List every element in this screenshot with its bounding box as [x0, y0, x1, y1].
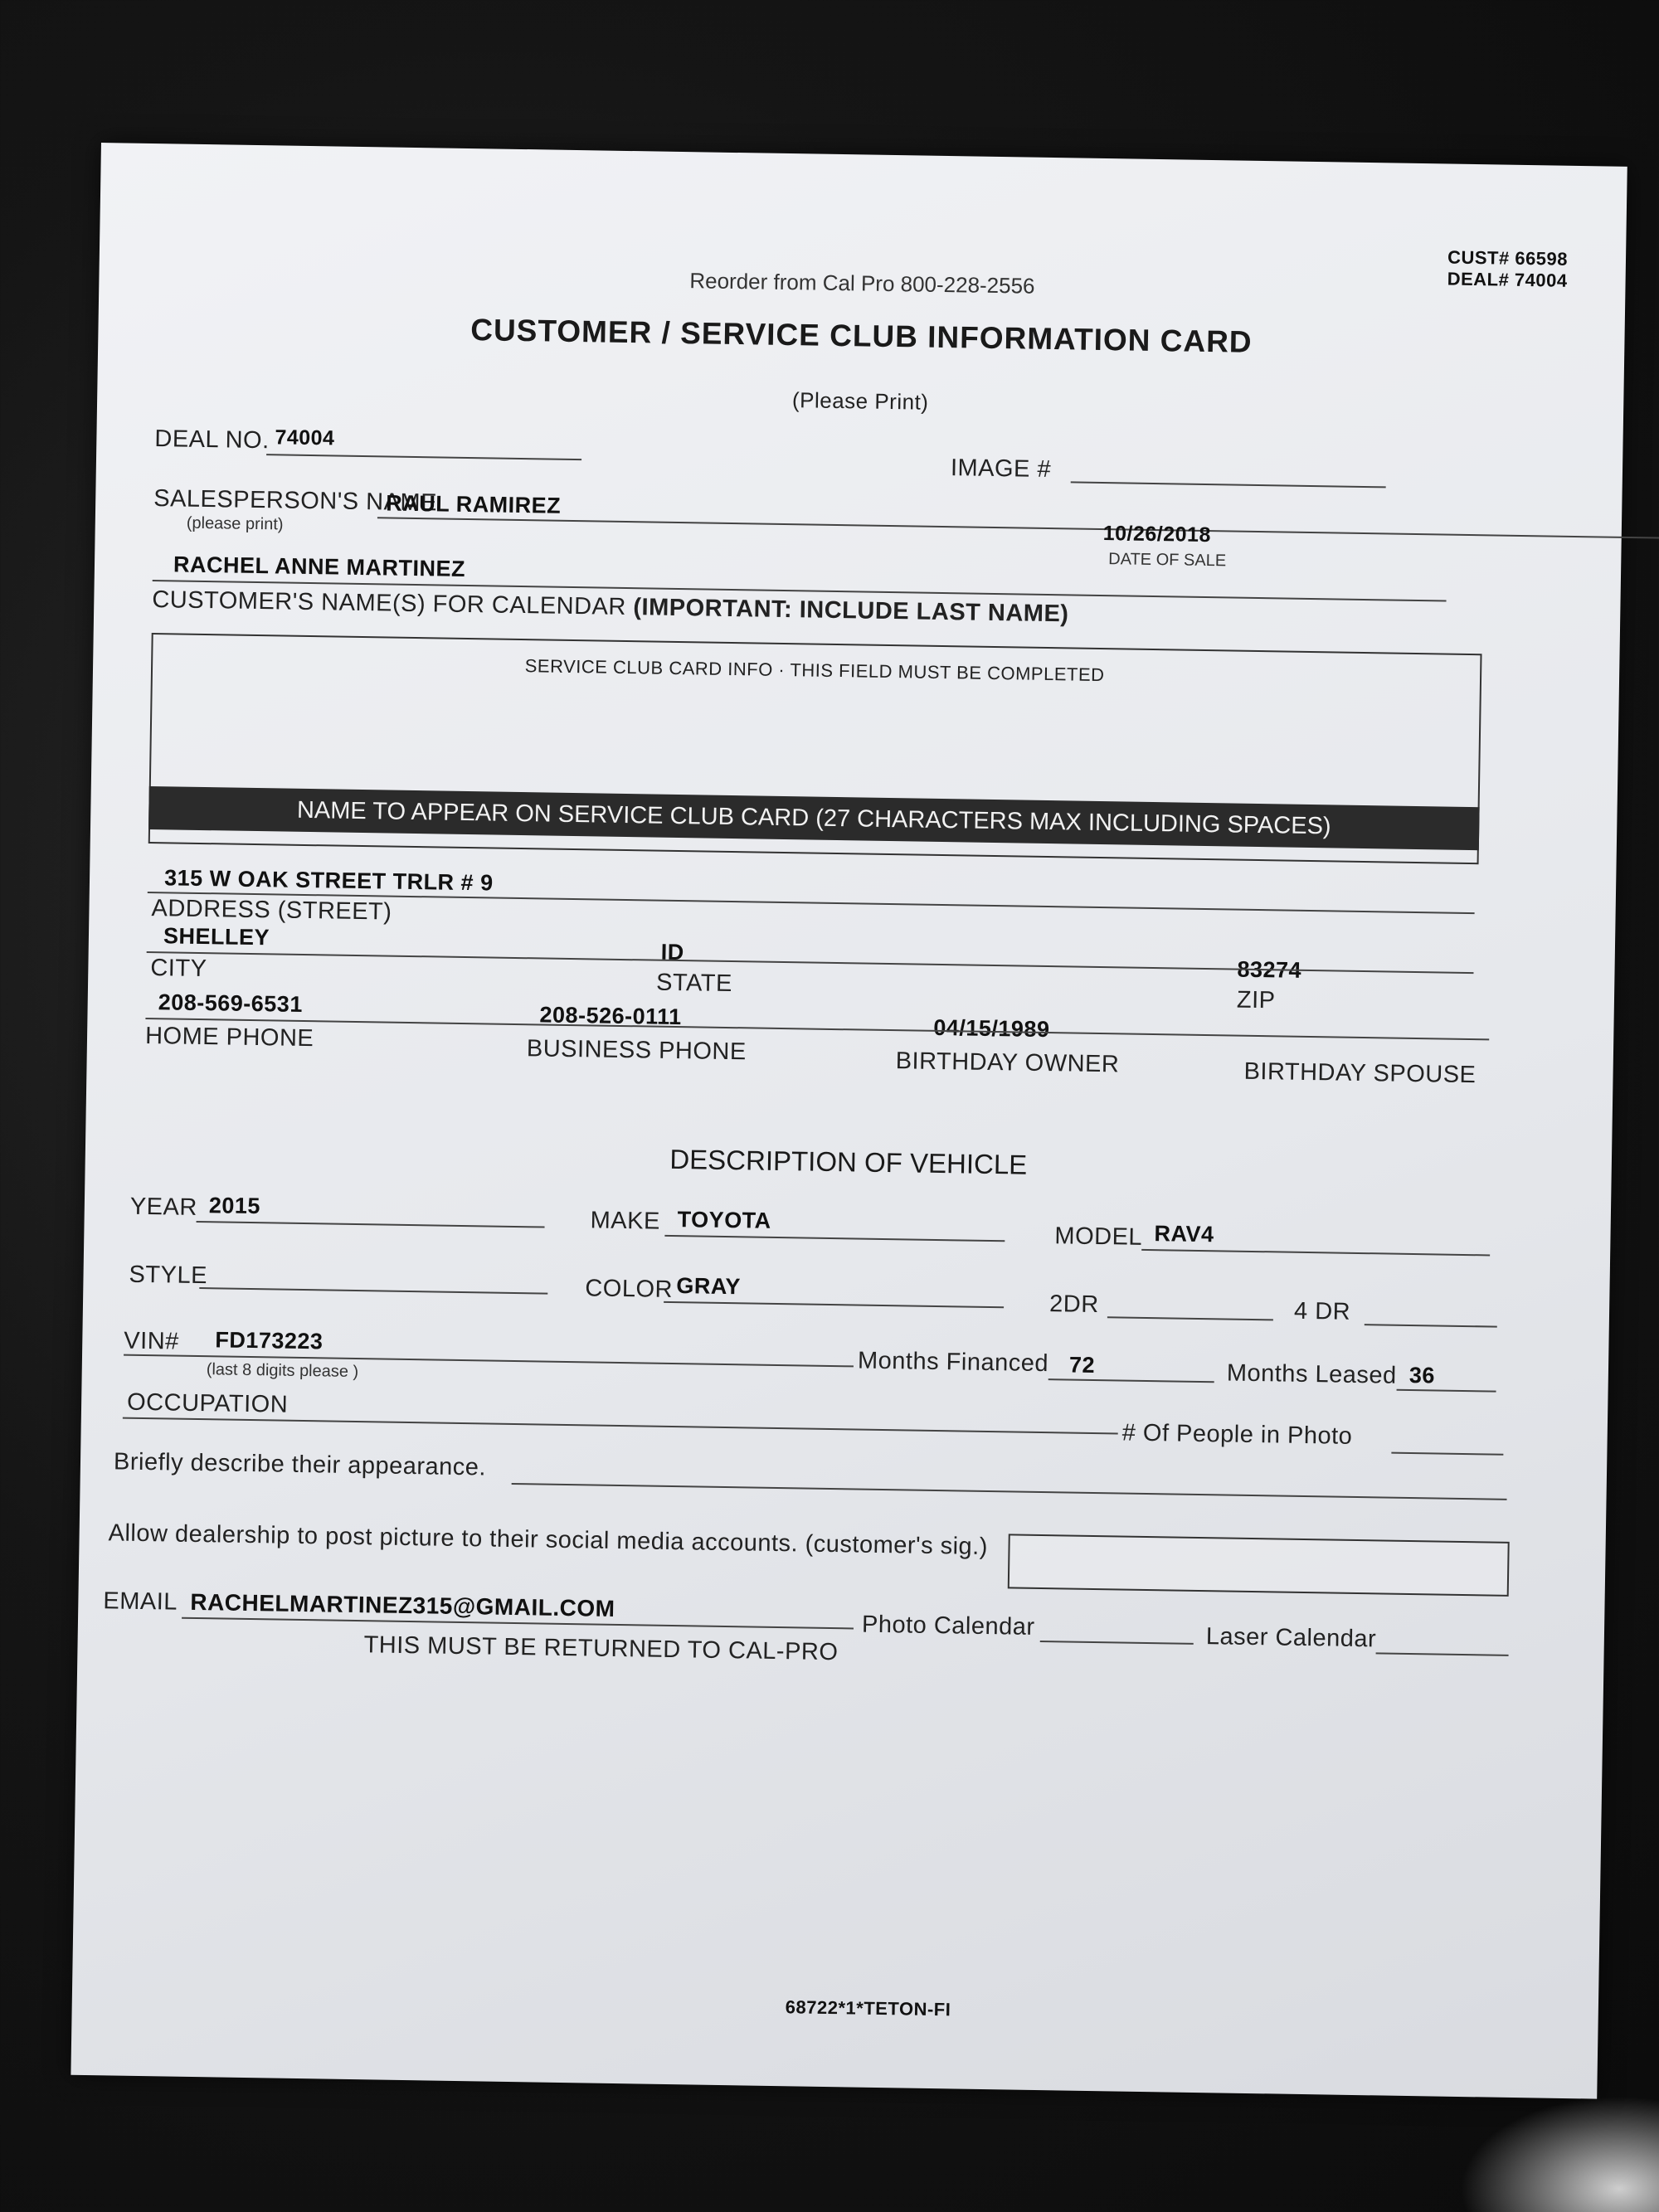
people-in-photo-line[interactable] — [1391, 1452, 1503, 1456]
color-value[interactable]: GRAY — [676, 1273, 742, 1300]
service-club-name-bar: NAME TO APPEAR ON SERVICE CLUB CARD (27 CHARACTERS MAX INCLUDING SPACES) — [148, 786, 1480, 850]
email-value[interactable]: RACHELMARTINEZ315@GMAIL.COM — [190, 1588, 615, 1621]
make-line — [664, 1235, 1005, 1242]
birthday-owner-value[interactable]: 04/15/1989 — [933, 1014, 1050, 1043]
four-door-label: 4 DR — [1293, 1297, 1351, 1325]
year-value[interactable]: 2015 — [208, 1193, 261, 1219]
year-label: YEAR — [129, 1193, 198, 1221]
two-door-line[interactable] — [1107, 1316, 1273, 1320]
months-financed-line — [1048, 1378, 1214, 1383]
address-label: ADDRESS (STREET) — [151, 895, 392, 926]
occupation-label: OCCUPATION — [126, 1388, 289, 1418]
form-title: CUSTOMER / SERVICE CLUB INFORMATION CARD — [469, 313, 1253, 359]
salesperson-sublabel: (please print) — [186, 513, 284, 534]
months-financed-value[interactable]: 72 — [1068, 1352, 1096, 1378]
photo-calendar-label: Photo Calendar — [861, 1611, 1035, 1641]
laser-calendar-line[interactable] — [1376, 1652, 1509, 1656]
social-media-label: Allow dealership to post picture to their social media accounts. (customer's sig.) — [108, 1519, 989, 1560]
please-print-note: (Please Print) — [791, 387, 929, 415]
occupation-line[interactable] — [123, 1417, 1118, 1435]
color-line — [664, 1301, 1004, 1308]
months-leased-label: Months Leased — [1226, 1359, 1397, 1389]
vin-note: (last 8 digits please ) — [206, 1360, 359, 1382]
two-door-label: 2DR — [1048, 1291, 1099, 1319]
photo-calendar-line[interactable] — [1040, 1641, 1194, 1645]
style-line — [199, 1287, 547, 1295]
salesperson-line — [377, 517, 1659, 539]
phone-birthday-line — [145, 1018, 1489, 1040]
date-of-sale-value[interactable]: 10/26/2018 — [1102, 522, 1212, 547]
footer-code: 68722*1*TETON-FI — [785, 1996, 951, 2020]
salesperson-value[interactable]: RAUL RAMIREZ — [385, 490, 562, 518]
model-line — [1141, 1249, 1490, 1257]
customer-name-important: (IMPORTANT: INCLUDE LAST NAME) — [633, 594, 1069, 628]
address-value[interactable]: 315 W OAK STREET TRLR # 9 — [163, 865, 494, 896]
birthday-owner-label: BIRTHDAY OWNER — [895, 1048, 1120, 1078]
business-phone-value[interactable]: 208-526-0111 — [539, 1002, 682, 1030]
make-value[interactable]: TOYOTA — [677, 1207, 771, 1233]
deal-no-value[interactable]: 74004 — [275, 425, 335, 450]
home-phone-value[interactable]: 208-569-6531 — [158, 989, 304, 1017]
state-value[interactable]: ID — [660, 939, 684, 965]
vehicle-heading: DESCRIPTION OF VEHICLE — [669, 1143, 1028, 1180]
salesperson-label: SALESPERSON'S NAME — [153, 485, 438, 517]
birthday-spouse-label: BIRTHDAY SPOUSE — [1243, 1057, 1477, 1089]
months-financed-label: Months Financed — [857, 1347, 1049, 1378]
appearance-line[interactable] — [512, 1483, 1507, 1500]
year-line — [197, 1221, 545, 1228]
light-glare — [1460, 2096, 1659, 2212]
home-phone-label: HOME PHONE — [144, 1022, 314, 1053]
form-sheet — [71, 143, 1627, 2099]
return-note: THIS MUST BE RETURNED TO CAL-PRO — [363, 1631, 839, 1666]
vin-label: VIN# — [124, 1327, 180, 1355]
color-label: COLOR — [585, 1275, 674, 1303]
zip-label: ZIP — [1236, 986, 1276, 1014]
months-leased-value[interactable]: 36 — [1408, 1362, 1436, 1388]
zip-value[interactable]: 83274 — [1237, 956, 1302, 983]
customer-number: CUST# 66598 — [1447, 246, 1569, 270]
deal-no-label: DEAL NO. — [154, 425, 270, 455]
vin-value[interactable]: FD173223 — [215, 1327, 324, 1354]
style-label: STYLE — [129, 1261, 208, 1290]
deal-number: DEAL# 74004 — [1447, 268, 1568, 291]
email-label: EMAIL — [103, 1587, 178, 1616]
model-value[interactable]: RAV4 — [1154, 1221, 1214, 1247]
customer-name-label-text: CUSTOMER'S NAME(S) FOR CALENDAR — [152, 586, 627, 621]
customer-name-value[interactable]: RACHEL ANNE MARTINEZ — [173, 552, 466, 581]
service-club-instruction: SERVICE CLUB CARD INFO · THIS FIELD MUST BE COMPLETED — [524, 655, 1105, 686]
date-of-sale-label: DATE OF SALE — [1108, 550, 1227, 571]
city-value[interactable]: SHELLEY — [163, 923, 270, 950]
appearance-label: Briefly describe their appearance. — [113, 1448, 487, 1481]
city-label: CITY — [150, 955, 207, 983]
four-door-line[interactable] — [1365, 1324, 1497, 1328]
image-no-line — [1071, 481, 1386, 488]
months-leased-line — [1397, 1389, 1496, 1393]
make-label: MAKE — [590, 1207, 661, 1235]
business-phone-label: BUSINESS PHONE — [526, 1035, 747, 1066]
image-no-label: IMAGE # — [950, 455, 1052, 484]
customer-signature-box[interactable] — [1008, 1534, 1510, 1596]
laser-calendar-label: Laser Calendar — [1205, 1623, 1377, 1653]
reorder-text: Reorder from Cal Pro 800-228-2556 — [689, 268, 1035, 299]
state-label: STATE — [655, 969, 733, 998]
deal-no-line — [266, 454, 581, 460]
people-in-photo-label: # Of People in Photo — [1121, 1419, 1353, 1450]
model-label: MODEL — [1054, 1223, 1143, 1251]
